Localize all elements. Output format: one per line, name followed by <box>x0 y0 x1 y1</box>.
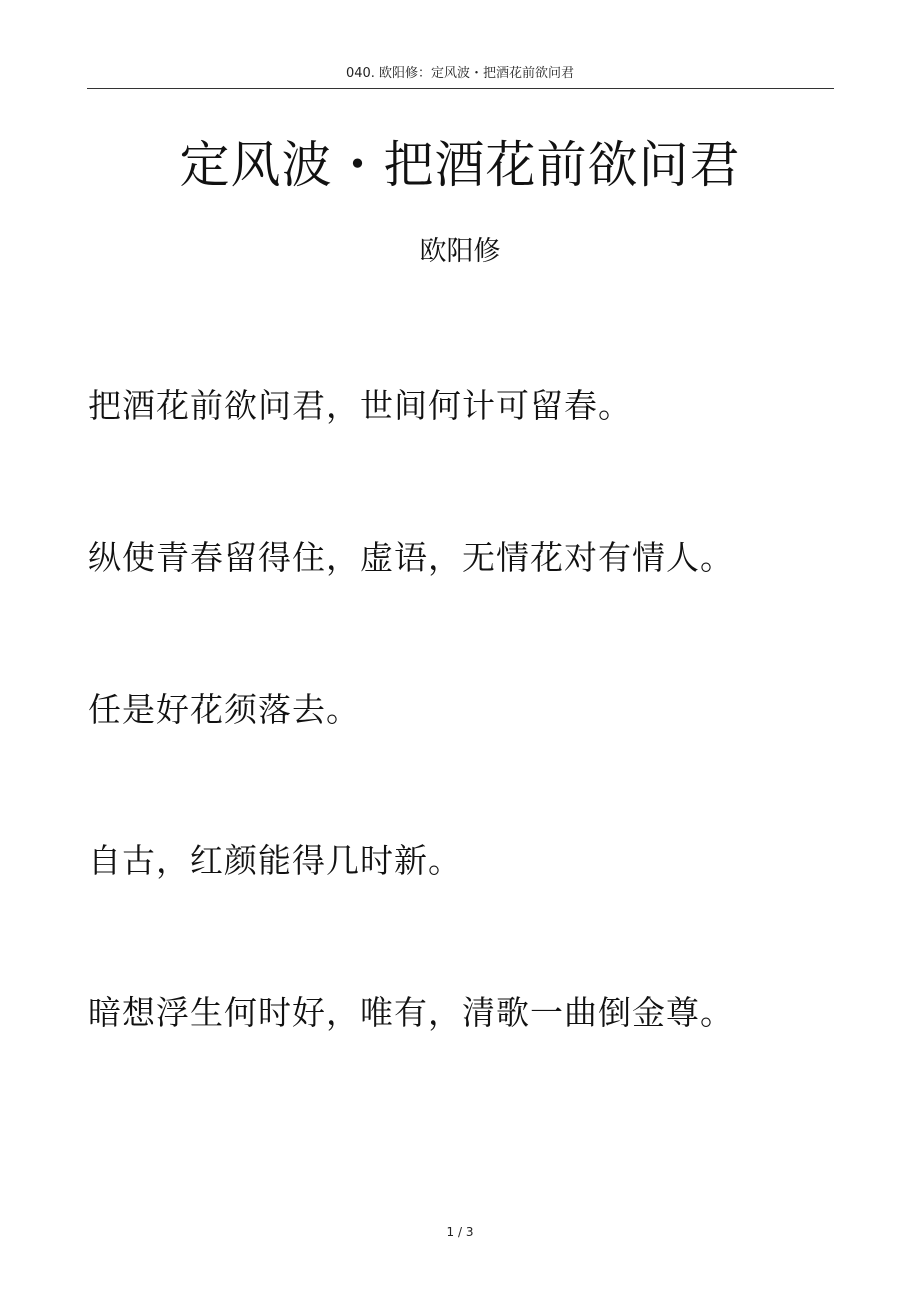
page-number: 1 / 3 <box>446 1225 474 1239</box>
header-divider <box>87 88 834 89</box>
poem-line: 暗想浮生何时好，唯有，清歌一曲倒金尊。 <box>88 993 734 1032</box>
poem-line: 任是好花须落去。 <box>88 690 360 729</box>
running-header: 040. 欧阳修：定风波・把酒花前欲问君 <box>345 66 575 81</box>
author-name: 欧阳修 <box>419 236 501 267</box>
poem-line: 把酒花前欲问君，世间何计可留春。 <box>88 386 632 425</box>
poem-line: 自古，红颜能得几时新。 <box>88 841 462 880</box>
page-title: 定风波・把酒花前欲问君 <box>179 136 741 194</box>
poem-line: 纵使青春留得住，虚语，无情花对有情人。 <box>88 538 734 577</box>
